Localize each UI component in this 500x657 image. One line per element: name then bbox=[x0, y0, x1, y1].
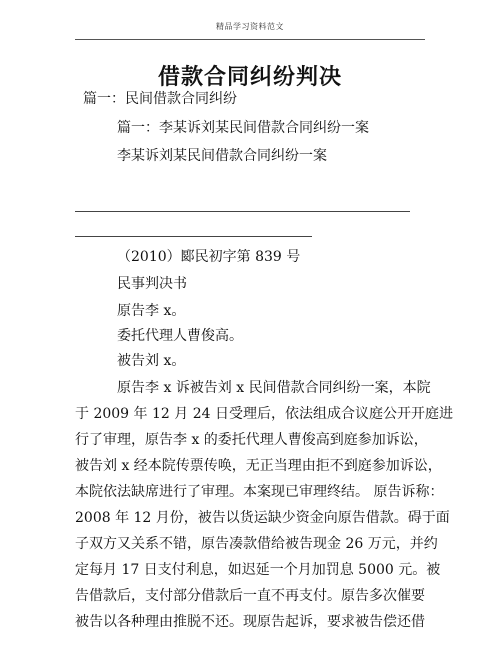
plaintiff-line: 原告李 x。 bbox=[117, 303, 186, 319]
body-line: 定每月 17 日支付利息，如迟延一个月加罚息 5000 元。被 bbox=[75, 562, 441, 578]
body-line: 行了审理，原告李 x 的委托代理人曹俊高到庭参加诉讼， bbox=[75, 432, 428, 448]
body-line: 告借款后，支付部分借款后一直不再支付。原告多次催要 bbox=[75, 588, 425, 604]
body-line: 2008 年 12 月份，被告以货运缺少资金向原告借款。碍于面 bbox=[75, 510, 450, 526]
agent-line: 委托代理人曹俊高。 bbox=[117, 328, 243, 344]
body-line: 原告李 x 诉被告刘 x 民间借款合同纠纷一案，本院 bbox=[117, 380, 431, 396]
document-title: 借款合同纠纷判决 bbox=[157, 64, 342, 90]
body-line: 被告以各种理由推脱不还。现原告起诉，要求被告偿还借 bbox=[75, 614, 425, 630]
document-type: 民事判决书 bbox=[117, 276, 187, 292]
body-line: 于 2009 年 12 月 24 日受理后，依法组成合议庭公开开庭进 bbox=[75, 406, 453, 422]
divider-short bbox=[75, 236, 312, 237]
body-line: 本院依法缺席进行了审理。本案现已审理终结。 原告诉称： bbox=[75, 484, 444, 500]
header-rule bbox=[75, 39, 425, 40]
body-line: 子双方又关系不错，原告凑款借给被告现金 26 万元，并约 bbox=[75, 536, 438, 552]
case-title: 李某诉刘某民间借款合同纠纷一案 bbox=[117, 148, 327, 164]
page-header-label: 精品学习资料范文 bbox=[216, 22, 284, 31]
chapter-heading: 篇一：李某诉刘某民间借款合同纠纷一案 bbox=[117, 120, 369, 136]
part-heading: 篇一：民间借款合同纠纷 bbox=[83, 91, 237, 107]
body-line: 被告刘 x 经本院传票传唤，无正当理由拒不到庭参加诉讼， bbox=[75, 458, 442, 474]
case-number: （2010）郾民初字第 839 号 bbox=[117, 249, 301, 265]
divider-long bbox=[75, 211, 410, 212]
defendant-line: 被告刘 x。 bbox=[117, 353, 186, 369]
